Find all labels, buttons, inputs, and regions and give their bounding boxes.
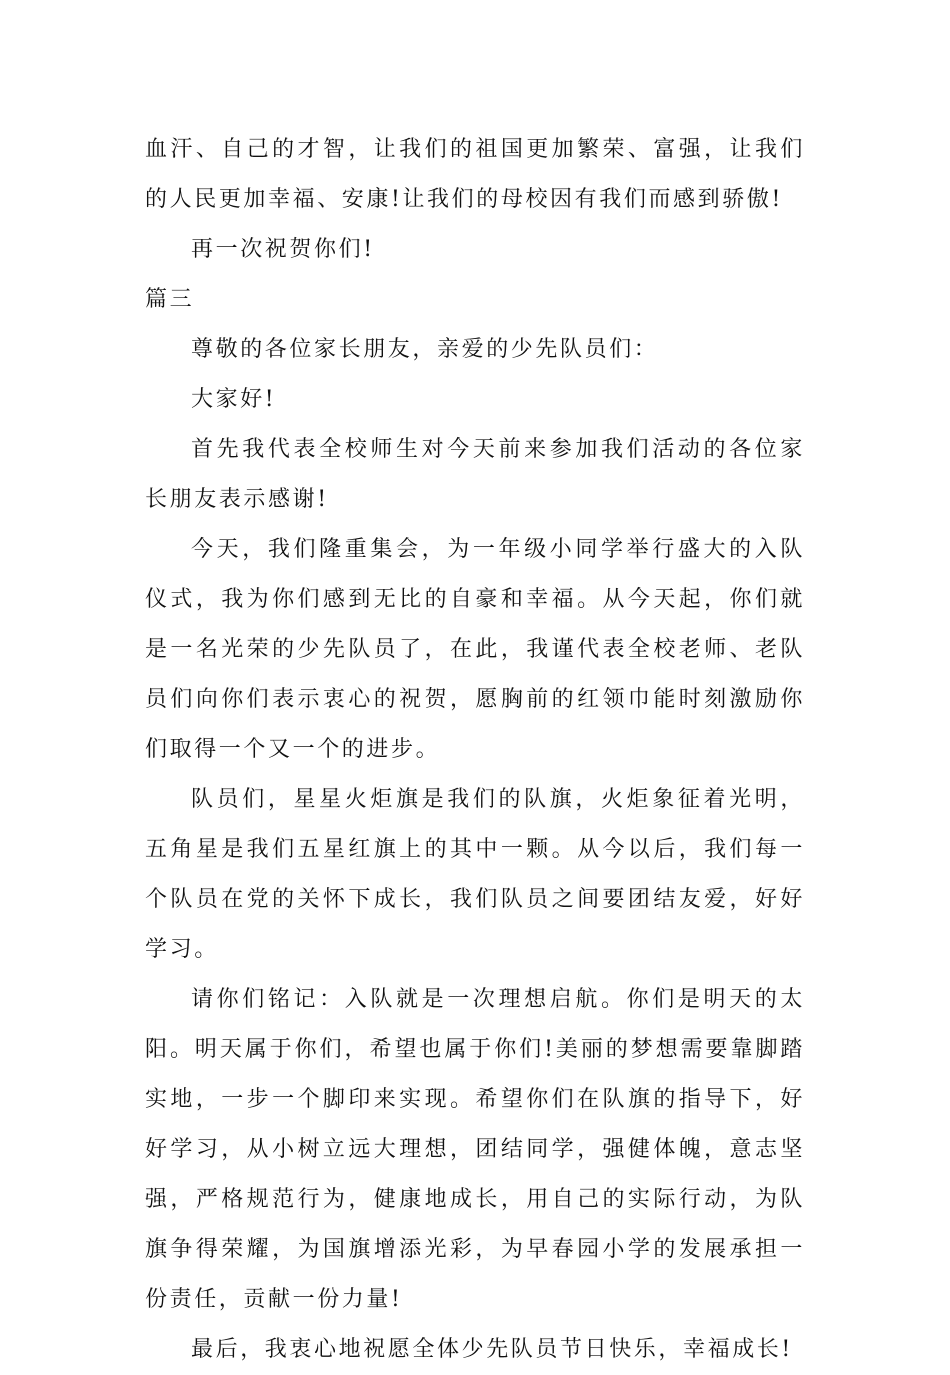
continuation-paragraph: 血汗、自己的才智，让我们的祖国更加繁荣、富强，让我们的人民更加幸福、安康!让我们的母校因有我们而感到骄傲! xyxy=(145,137,805,212)
body-paragraph: 最后，我衷心地祝愿全体少先队员节日快乐，幸福成长! xyxy=(191,1337,793,1362)
body-paragraph: 队员们，星星火炬旗是我们的队旗，火炬象征着光明，五角星是我们五星红旗上的其中一颗。从今以后，我们每一个队员在党的关怀下成长，我们队员之间要团结友爱，好好学习。 xyxy=(145,787,805,962)
body-paragraph: 请你们铭记：入队就是一次理想启航。你们是明天的太阳。明天属于你们，希望也属于你们!美丽的梦想需要靠脚踏实地，一步一个脚印来实现。希望你们在队旗的指导下，好好学习，从小树立远大理想，团结同学，强健体魄，意志坚强，严格规范行为，健康地成长，用自己的实际行动，为队旗争得荣耀，为国旗增添光彩，为早春园小学的发展承担一份责任，贡献一份力量! xyxy=(145,987,805,1312)
section-title: 篇三 xyxy=(145,287,195,312)
closing-congrats: 再一次祝贺你们! xyxy=(191,237,375,262)
body-paragraph: 今天，我们隆重集会，为一年级小同学举行盛大的入队仪式，我为你们感到无比的自豪和幸福。从今天起，你们就是一名光荣的少先队员了，在此，我谨代表全校老师、老队员们向你们表示衷心的祝贺，愿胸前的红领巾能时刻激励你们取得一个又一个的进步。 xyxy=(145,537,805,762)
greeting-line: 尊敬的各位家长朋友，亲爱的少先队员们： xyxy=(191,337,659,362)
body-paragraph: 首先我代表全校师生对今天前来参加我们活动的各位家长朋友表示感谢! xyxy=(145,437,805,512)
hello-line: 大家好! xyxy=(191,387,277,412)
document-page xyxy=(145,125,805,1375)
